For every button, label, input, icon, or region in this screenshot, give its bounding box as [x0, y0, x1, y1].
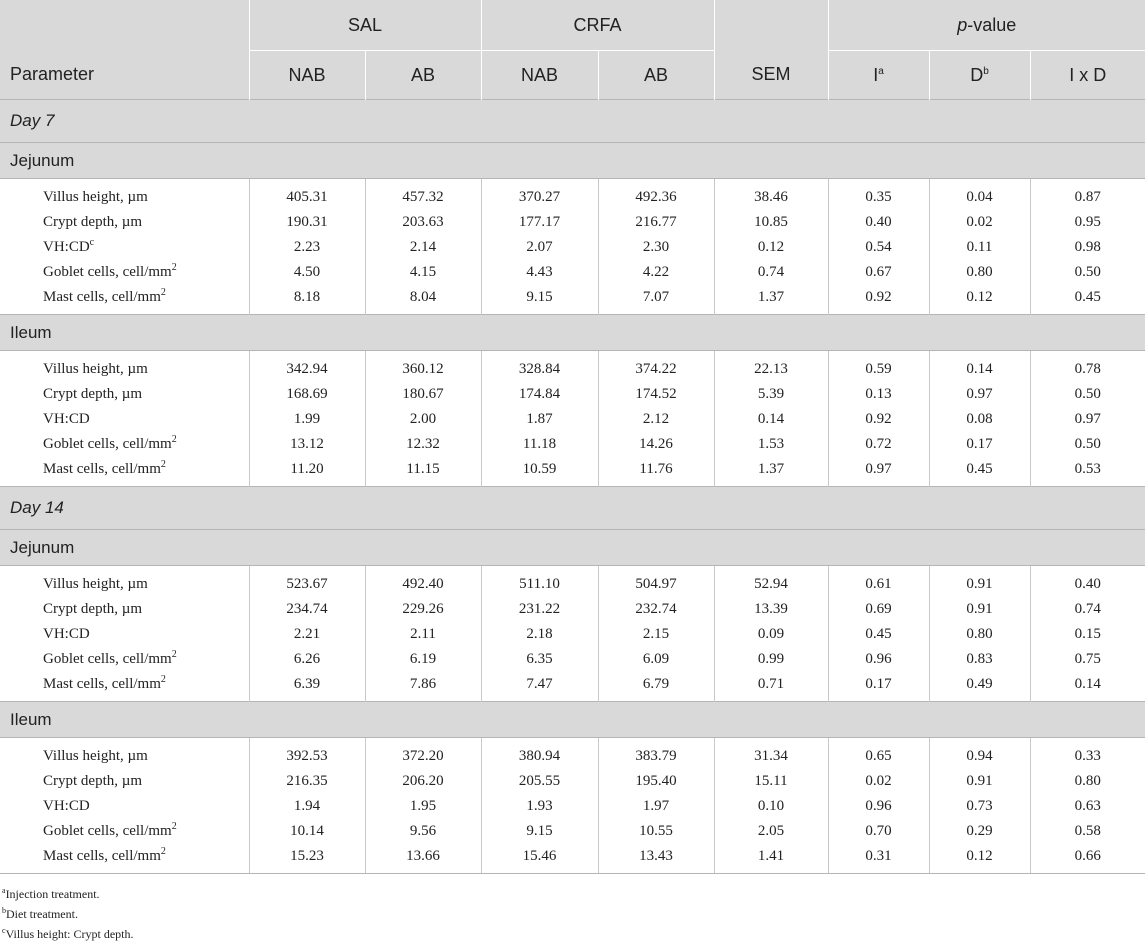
table-row — [0, 647, 1145, 672]
value-cell: 0.83 — [929, 647, 1030, 672]
value-cell: 0.40 — [1030, 566, 1145, 598]
value-cell: 380.94 — [481, 738, 598, 770]
parameter-sup: 2 — [171, 262, 177, 273]
value-cell: 6.39 — [249, 672, 365, 702]
value-cell: 2.07 — [481, 235, 598, 260]
value-cell: 0.29 — [929, 819, 1030, 844]
parameter-name: Crypt depth, µm — [43, 773, 143, 789]
table-header — [0, 0, 1145, 100]
parameter-cell — [0, 382, 249, 407]
header-row-groups — [0, 0, 1145, 51]
value-cell: 2.12 — [598, 407, 714, 432]
header-group-pvalue — [828, 0, 1145, 51]
value-cell: 0.35 — [828, 179, 929, 211]
value-cell: 0.02 — [929, 210, 1030, 235]
value-cell: 1.95 — [365, 794, 481, 819]
value-cell: 0.53 — [1030, 457, 1145, 487]
parameter-name: Mast cells, cell/mm — [43, 848, 161, 864]
value-cell: 370.27 — [481, 179, 598, 211]
value-cell: 0.92 — [828, 407, 929, 432]
parameter-cell — [0, 597, 249, 622]
value-cell: 0.94 — [929, 738, 1030, 770]
value-cell: 231.22 — [481, 597, 598, 622]
value-cell: 0.91 — [929, 769, 1030, 794]
header-i — [828, 51, 929, 100]
parameter-cell — [0, 844, 249, 874]
value-cell: 0.97 — [1030, 407, 1145, 432]
table-row — [0, 844, 1145, 874]
parameter-name: VH:CD — [43, 626, 90, 642]
table-row — [0, 566, 1145, 598]
value-cell: 14.26 — [598, 432, 714, 457]
table-row — [0, 260, 1145, 285]
value-cell: 0.49 — [929, 672, 1030, 702]
value-cell: 0.50 — [1030, 260, 1145, 285]
value-cell: 328.84 — [481, 351, 598, 383]
table-row — [0, 351, 1145, 383]
value-cell: 0.14 — [929, 351, 1030, 383]
parameter-sup: 2 — [160, 674, 166, 685]
value-cell: 11.20 — [249, 457, 365, 487]
value-cell: 15.11 — [714, 769, 828, 794]
value-cell: 374.22 — [598, 351, 714, 383]
table-row — [0, 622, 1145, 647]
footnote-b-text: Diet treatment. — [6, 907, 78, 921]
value-cell: 2.21 — [249, 622, 365, 647]
parameter-cell — [0, 407, 249, 432]
value-cell: 0.66 — [1030, 844, 1145, 874]
value-cell: 1.87 — [481, 407, 598, 432]
parameter-name: Villus height, µm — [43, 748, 148, 764]
value-cell: 177.17 — [481, 210, 598, 235]
value-cell: 0.78 — [1030, 351, 1145, 383]
header-group-sal: SAL — [249, 0, 481, 51]
pvalue-p: p — [957, 14, 968, 35]
footnote-c — [2, 924, 1145, 944]
value-cell: 13.12 — [249, 432, 365, 457]
parameter-name: Crypt depth, µm — [43, 214, 143, 230]
header-crfa-nab: NAB — [481, 51, 598, 100]
value-cell: 22.13 — [714, 351, 828, 383]
value-cell: 0.97 — [929, 382, 1030, 407]
table-row — [0, 819, 1145, 844]
value-cell: 457.32 — [365, 179, 481, 211]
value-cell: 0.45 — [828, 622, 929, 647]
value-cell: 0.92 — [828, 285, 929, 315]
value-cell: 180.67 — [365, 382, 481, 407]
parameter-cell — [0, 285, 249, 315]
value-cell: 216.77 — [598, 210, 714, 235]
value-cell: 4.43 — [481, 260, 598, 285]
pvalue-rest: -value — [967, 14, 1017, 35]
parameter-name: Crypt depth, µm — [43, 601, 143, 617]
value-cell: 0.80 — [929, 622, 1030, 647]
value-cell: 0.72 — [828, 432, 929, 457]
value-cell: 174.84 — [481, 382, 598, 407]
value-cell: 15.46 — [481, 844, 598, 874]
value-cell: 0.67 — [828, 260, 929, 285]
header-i-text: I — [873, 64, 879, 85]
footnote-a-sup: a — [2, 886, 6, 895]
parameter-sup: 2 — [171, 649, 177, 660]
section-label: Ileum — [0, 315, 1145, 351]
header-blank-sem — [714, 0, 828, 51]
value-cell: 405.31 — [249, 179, 365, 211]
value-cell: 13.66 — [365, 844, 481, 874]
parameter-cell — [0, 235, 249, 260]
value-cell: 7.07 — [598, 285, 714, 315]
section-header-row — [0, 143, 1145, 179]
footnote-c-text: Villus height: Crypt depth. — [5, 927, 134, 941]
table-row — [0, 407, 1145, 432]
value-cell: 2.05 — [714, 819, 828, 844]
parameter-sup: 2 — [171, 821, 177, 832]
value-cell: 10.59 — [481, 457, 598, 487]
value-cell: 0.73 — [929, 794, 1030, 819]
value-cell: 0.95 — [1030, 210, 1145, 235]
section-label: Ileum — [0, 702, 1145, 738]
value-cell: 0.14 — [1030, 672, 1145, 702]
value-cell: 8.18 — [249, 285, 365, 315]
value-cell: 0.33 — [1030, 738, 1145, 770]
parameter-cell — [0, 566, 249, 598]
parameter-cell — [0, 769, 249, 794]
table-row — [0, 597, 1145, 622]
parameter-cell — [0, 351, 249, 383]
parameter-sup: c — [89, 237, 95, 248]
value-cell: 1.97 — [598, 794, 714, 819]
value-cell: 0.63 — [1030, 794, 1145, 819]
value-cell: 2.30 — [598, 235, 714, 260]
parameter-cell — [0, 622, 249, 647]
value-cell: 0.96 — [828, 647, 929, 672]
value-cell: 0.74 — [1030, 597, 1145, 622]
parameter-cell — [0, 738, 249, 770]
value-cell: 1.41 — [714, 844, 828, 874]
value-cell: 216.35 — [249, 769, 365, 794]
parameter-name: Crypt depth, µm — [43, 386, 143, 402]
parameter-sup: 2 — [160, 459, 166, 470]
value-cell: 0.70 — [828, 819, 929, 844]
value-cell: 0.97 — [828, 457, 929, 487]
value-cell: 0.69 — [828, 597, 929, 622]
value-cell: 9.15 — [481, 819, 598, 844]
section-header-row — [0, 702, 1145, 738]
value-cell: 0.80 — [929, 260, 1030, 285]
value-cell: 6.19 — [365, 647, 481, 672]
value-cell: 1.99 — [249, 407, 365, 432]
value-cell: 2.18 — [481, 622, 598, 647]
value-cell: 0.91 — [929, 566, 1030, 598]
value-cell: 52.94 — [714, 566, 828, 598]
section-label: Jejunum — [0, 530, 1145, 566]
table-row — [0, 432, 1145, 457]
value-cell: 2.00 — [365, 407, 481, 432]
value-cell: 372.20 — [365, 738, 481, 770]
value-cell: 0.40 — [828, 210, 929, 235]
day-header-row — [0, 487, 1145, 530]
value-cell: 2.14 — [365, 235, 481, 260]
value-cell: 0.50 — [1030, 382, 1145, 407]
footnote-b — [2, 904, 1145, 924]
parameter-cell — [0, 819, 249, 844]
value-cell: 15.23 — [249, 844, 365, 874]
parameter-cell — [0, 260, 249, 285]
value-cell: 0.96 — [828, 794, 929, 819]
value-cell: 523.67 — [249, 566, 365, 598]
value-cell: 0.09 — [714, 622, 828, 647]
value-cell: 229.26 — [365, 597, 481, 622]
header-d-text: D — [970, 64, 984, 85]
header-parameter: Parameter — [10, 64, 95, 85]
parameter-name: Mast cells, cell/mm — [43, 289, 161, 305]
value-cell: 8.04 — [365, 285, 481, 315]
parameter-name: VH:CD — [43, 798, 90, 814]
value-cell: 0.31 — [828, 844, 929, 874]
value-cell: 504.97 — [598, 566, 714, 598]
parameter-name: Villus height, µm — [43, 576, 148, 592]
parameter-name: Villus height, µm — [43, 361, 148, 377]
value-cell: 13.39 — [714, 597, 828, 622]
table-row — [0, 672, 1145, 702]
value-cell: 2.11 — [365, 622, 481, 647]
table-row — [0, 235, 1145, 260]
value-cell: 0.58 — [1030, 819, 1145, 844]
parameter-name: Goblet cells, cell/mm — [43, 651, 172, 667]
section-header-row — [0, 315, 1145, 351]
value-cell: 492.36 — [598, 179, 714, 211]
value-cell: 511.10 — [481, 566, 598, 598]
value-cell: 0.04 — [929, 179, 1030, 211]
value-cell: 492.40 — [365, 566, 481, 598]
day-header-row — [0, 100, 1145, 143]
parameter-cell — [0, 457, 249, 487]
parameter-cell — [0, 432, 249, 457]
table-row — [0, 285, 1145, 315]
value-cell: 190.31 — [249, 210, 365, 235]
header-group-crfa: CRFA — [481, 0, 714, 51]
value-cell: 0.50 — [1030, 432, 1145, 457]
value-cell: 6.79 — [598, 672, 714, 702]
value-cell: 0.75 — [1030, 647, 1145, 672]
header-sal-nab: NAB — [249, 51, 365, 100]
parameter-name: Mast cells, cell/mm — [43, 676, 161, 692]
value-cell: 6.09 — [598, 647, 714, 672]
value-cell: 2.15 — [598, 622, 714, 647]
parameter-cell — [0, 647, 249, 672]
table-row — [0, 769, 1145, 794]
header-row-columns — [0, 51, 1145, 100]
header-i-sup: a — [878, 65, 884, 77]
header-blank — [0, 0, 249, 51]
footnote-a-text: Injection treatment. — [5, 887, 100, 901]
value-cell: 0.59 — [828, 351, 929, 383]
value-cell: 0.80 — [1030, 769, 1145, 794]
header-crfa-ab: AB — [598, 51, 714, 100]
day-label: Day 14 — [0, 487, 1145, 530]
value-cell: 342.94 — [249, 351, 365, 383]
value-cell: 168.69 — [249, 382, 365, 407]
value-cell: 2.23 — [249, 235, 365, 260]
header-sem: SEM — [714, 51, 828, 100]
value-cell: 4.50 — [249, 260, 365, 285]
value-cell: 0.71 — [714, 672, 828, 702]
value-cell: 11.76 — [598, 457, 714, 487]
value-cell: 0.54 — [828, 235, 929, 260]
parameter-sup: 2 — [160, 287, 166, 298]
footnote-c-sup: c — [2, 926, 6, 935]
value-cell: 11.18 — [481, 432, 598, 457]
value-cell: 0.11 — [929, 235, 1030, 260]
value-cell: 31.34 — [714, 738, 828, 770]
value-cell: 174.52 — [598, 382, 714, 407]
header-d — [929, 51, 1030, 100]
table-row — [0, 210, 1145, 235]
table-row — [0, 382, 1145, 407]
value-cell: 0.45 — [1030, 285, 1145, 315]
table-row — [0, 179, 1145, 211]
header-ixd: I x D — [1030, 51, 1145, 100]
value-cell: 10.85 — [714, 210, 828, 235]
value-cell: 234.74 — [249, 597, 365, 622]
header-sal-ab: AB — [365, 51, 481, 100]
value-cell: 6.26 — [249, 647, 365, 672]
value-cell: 0.99 — [714, 647, 828, 672]
value-cell: 392.53 — [249, 738, 365, 770]
parameter-sup: 2 — [160, 846, 166, 857]
parameter-name: Goblet cells, cell/mm — [43, 264, 172, 280]
value-cell: 1.93 — [481, 794, 598, 819]
value-cell: 0.02 — [828, 769, 929, 794]
value-cell: 0.08 — [929, 407, 1030, 432]
value-cell: 0.17 — [929, 432, 1030, 457]
value-cell: 0.74 — [714, 260, 828, 285]
value-cell: 206.20 — [365, 769, 481, 794]
value-cell: 360.12 — [365, 351, 481, 383]
value-cell: 12.32 — [365, 432, 481, 457]
value-cell: 383.79 — [598, 738, 714, 770]
footnotes — [0, 884, 1145, 944]
table-row — [0, 794, 1145, 819]
value-cell: 0.91 — [929, 597, 1030, 622]
section-label: Jejunum — [0, 143, 1145, 179]
value-cell: 1.94 — [249, 794, 365, 819]
parameter-cell — [0, 672, 249, 702]
footnote-a — [2, 884, 1145, 904]
value-cell: 7.47 — [481, 672, 598, 702]
value-cell: 232.74 — [598, 597, 714, 622]
value-cell: 0.14 — [714, 407, 828, 432]
value-cell: 1.37 — [714, 285, 828, 315]
value-cell: 5.39 — [714, 382, 828, 407]
value-cell: 0.15 — [1030, 622, 1145, 647]
value-cell: 10.14 — [249, 819, 365, 844]
value-cell: 0.13 — [828, 382, 929, 407]
value-cell: 0.12 — [929, 285, 1030, 315]
value-cell: 13.43 — [598, 844, 714, 874]
value-cell: 0.12 — [714, 235, 828, 260]
value-cell: 0.87 — [1030, 179, 1145, 211]
parameter-name: Goblet cells, cell/mm — [43, 436, 172, 452]
day-label: Day 7 — [0, 100, 1145, 143]
parameter-cell — [0, 210, 249, 235]
value-cell: 7.86 — [365, 672, 481, 702]
value-cell: 0.45 — [929, 457, 1030, 487]
value-cell: 0.98 — [1030, 235, 1145, 260]
table-row — [0, 738, 1145, 770]
value-cell: 4.15 — [365, 260, 481, 285]
value-cell: 4.22 — [598, 260, 714, 285]
footnote-b-sup: b — [2, 906, 6, 915]
value-cell: 10.55 — [598, 819, 714, 844]
parameter-sup: 2 — [171, 434, 177, 445]
parameter-name: Villus height, µm — [43, 189, 148, 205]
table-body — [0, 100, 1145, 874]
value-cell: 205.55 — [481, 769, 598, 794]
value-cell: 9.56 — [365, 819, 481, 844]
value-cell: 203.63 — [365, 210, 481, 235]
parameter-name: VH:CD — [43, 411, 90, 427]
parameter-cell — [0, 179, 249, 211]
value-cell: 6.35 — [481, 647, 598, 672]
value-cell: 0.61 — [828, 566, 929, 598]
value-cell: 0.10 — [714, 794, 828, 819]
value-cell: 195.40 — [598, 769, 714, 794]
value-cell: 0.12 — [929, 844, 1030, 874]
header-d-sup: b — [983, 65, 989, 77]
value-cell: 1.53 — [714, 432, 828, 457]
parameter-name: Mast cells, cell/mm — [43, 461, 161, 477]
table-row — [0, 457, 1145, 487]
value-cell: 0.65 — [828, 738, 929, 770]
parameter-name: VH:CD — [43, 239, 90, 255]
value-cell: 1.37 — [714, 457, 828, 487]
value-cell: 11.15 — [365, 457, 481, 487]
parameter-name: Goblet cells, cell/mm — [43, 823, 172, 839]
value-cell: 9.15 — [481, 285, 598, 315]
parameter-cell — [0, 794, 249, 819]
value-cell: 0.17 — [828, 672, 929, 702]
value-cell: 38.46 — [714, 179, 828, 211]
section-header-row — [0, 530, 1145, 566]
